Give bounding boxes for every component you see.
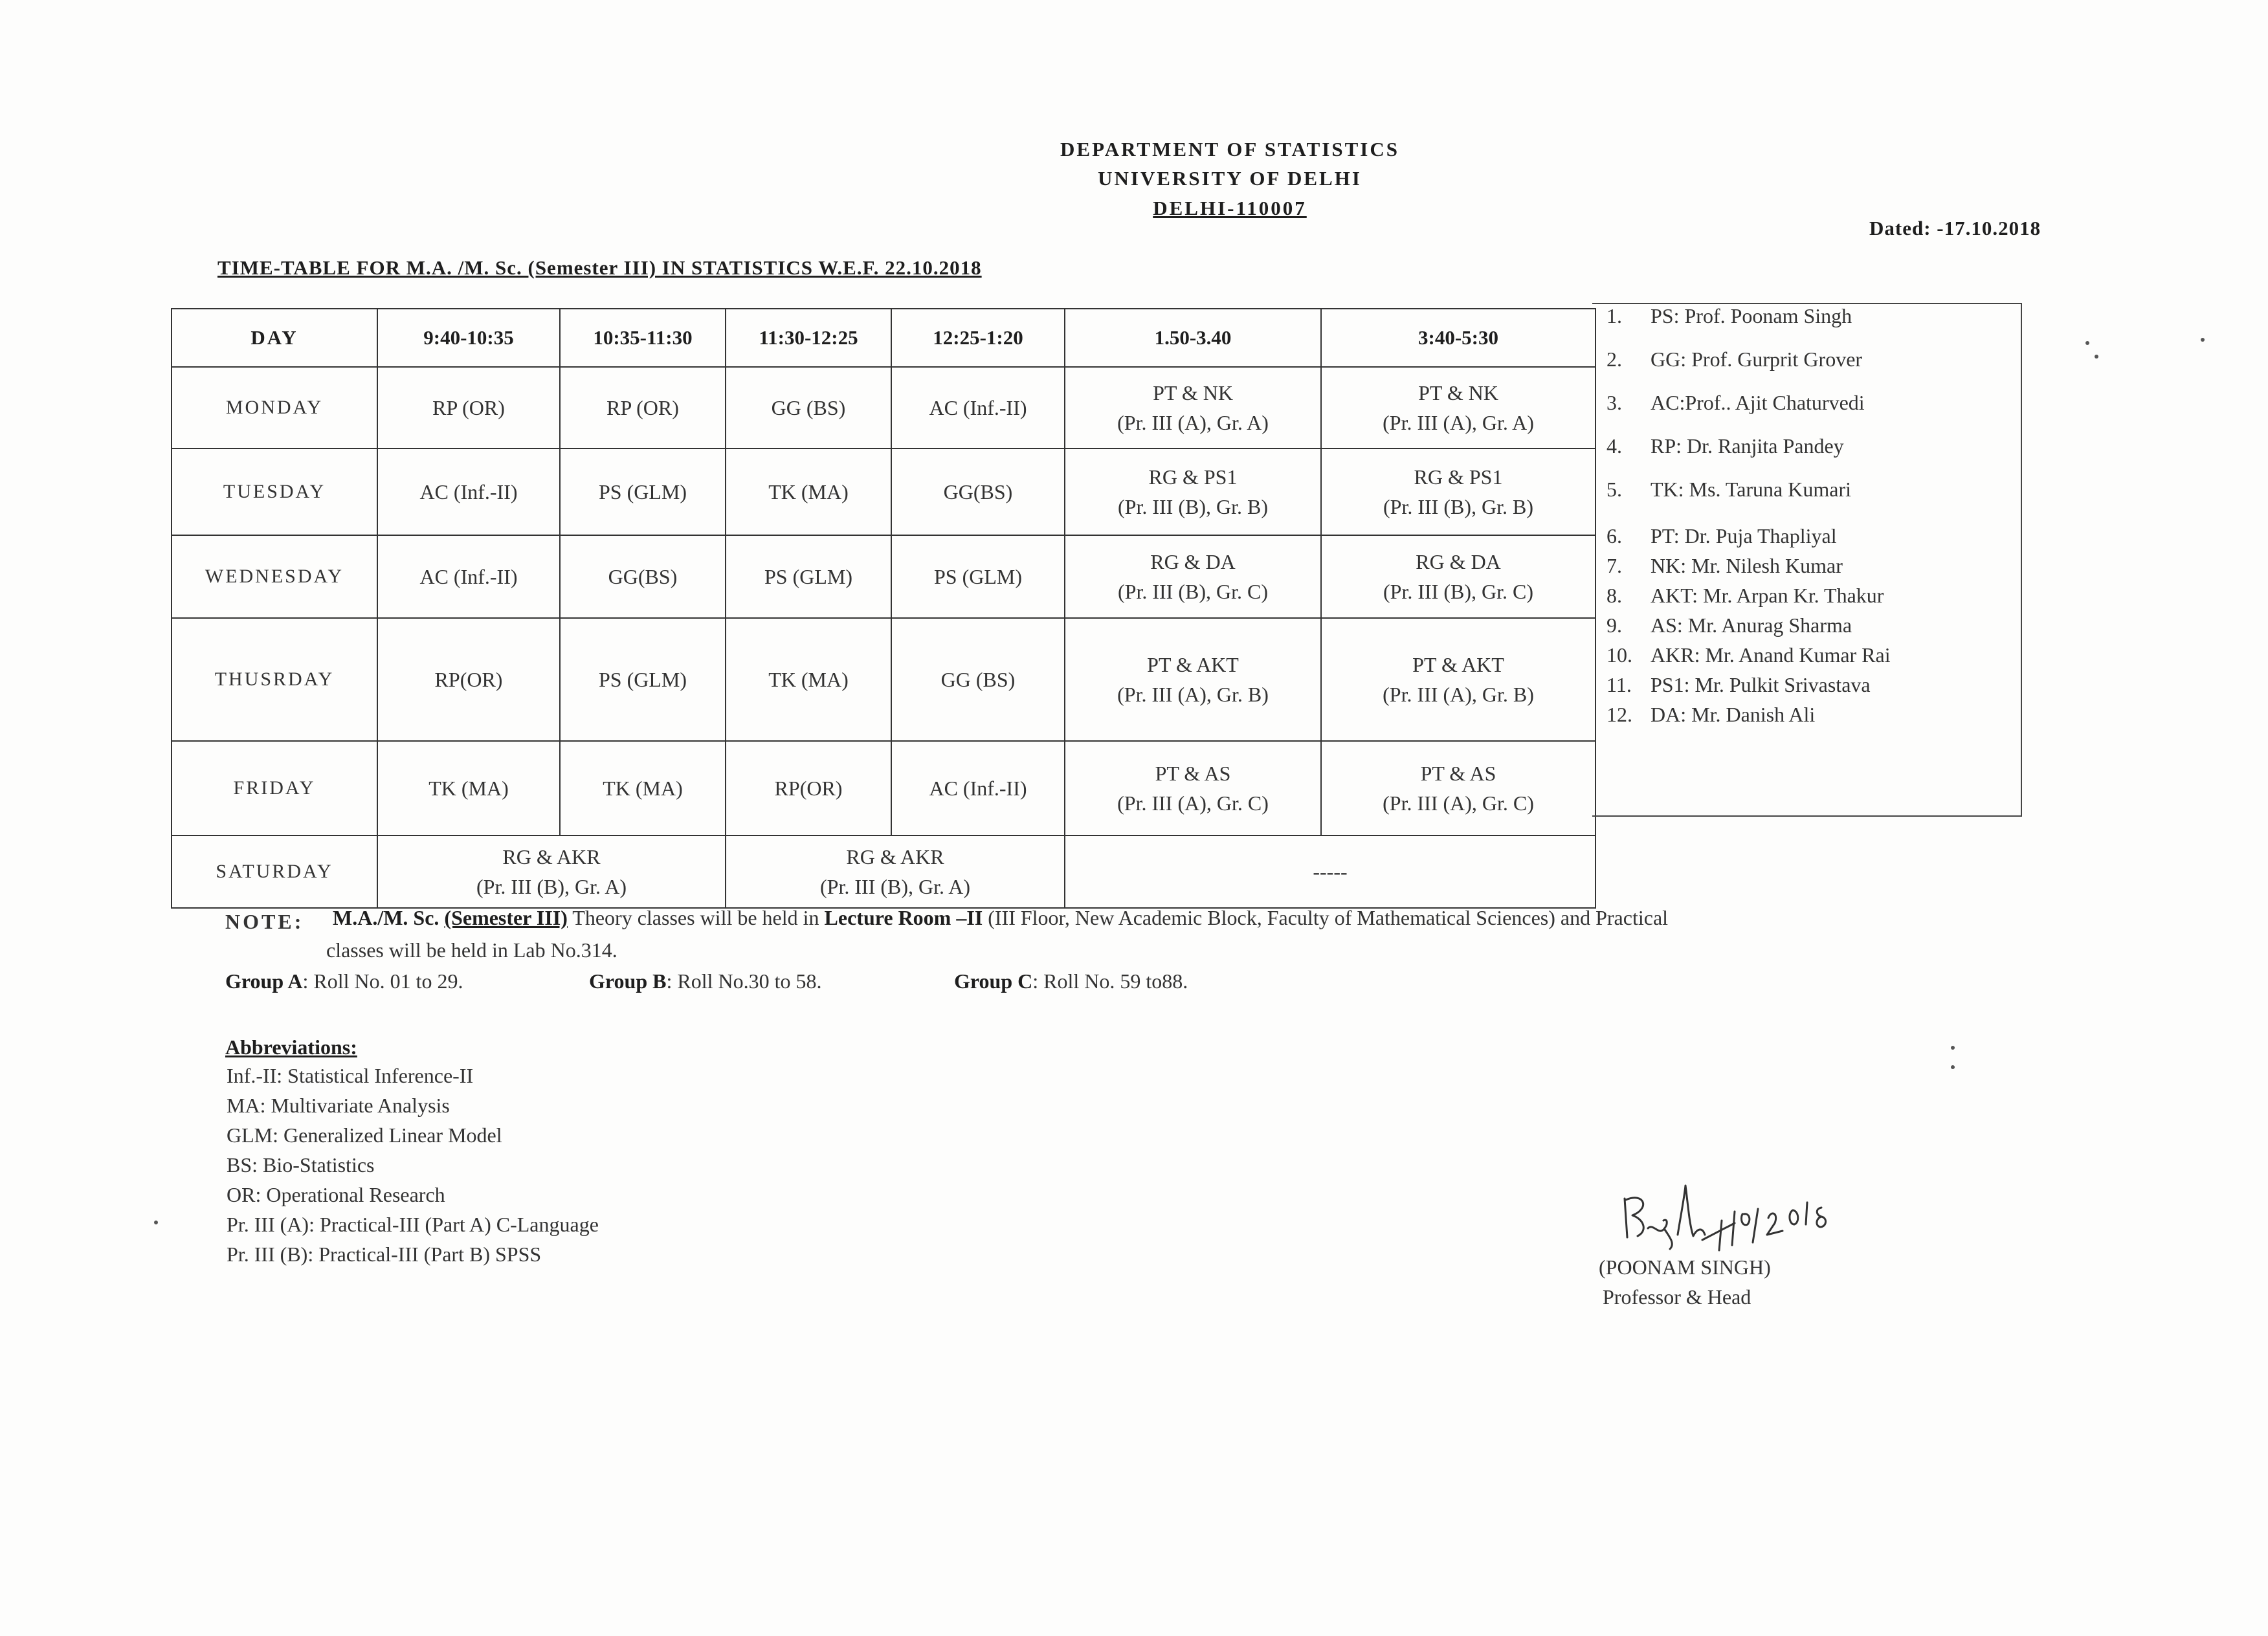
list-item: MA: Multivariate Analysis (227, 1094, 450, 1117)
list-item: 11. PS1: Mr. Pulkit Srivastava (1606, 673, 1871, 696)
university-pin: DELHI-110007 (1153, 197, 1307, 219)
class-cell: GG(BS) (891, 448, 1065, 535)
table-row (172, 618, 1595, 741)
class-cell: TK (MA) (560, 741, 726, 835)
class-cell: AC (Inf.-II) (891, 741, 1065, 835)
class-cell: RP (OR) (377, 367, 560, 448)
practical-teachers: RG & AKR (502, 845, 601, 868)
list-item: 5. TK: Ms. Taruna Kumari (1606, 478, 1851, 501)
practical-group: (Pr. III (B), Gr. C) (1118, 580, 1268, 603)
slot-header: 12:25-1:20 (891, 309, 1065, 367)
list-item: Pr. III (B): Practical-III (Part B) SPSS (227, 1243, 542, 1266)
scan-speck (1951, 1046, 1955, 1050)
practical-group: (Pr. III (A), Gr. A) (1383, 411, 1534, 434)
class-cell: PS (GLM) (891, 535, 1065, 618)
department-name: DEPARTMENT OF STATISTICS (1060, 138, 1399, 160)
handwritten-signature (1599, 1173, 1871, 1257)
list-item: 7. NK: Mr. Nilesh Kumar (1606, 554, 1843, 577)
practical-cell (1065, 535, 1321, 618)
class-cell: GG(BS) (560, 535, 726, 618)
practical-cell (1321, 618, 1595, 741)
practical-group: (Pr. III (B), Gr. C) (1383, 580, 1533, 603)
list-item: 1. PS: Prof. Poonam Singh (1606, 304, 1852, 327)
practical-cell (1321, 367, 1595, 448)
practical-cell (1065, 618, 1321, 741)
practical-teachers: RG & PS1 (1414, 465, 1503, 489)
day-cell: SATURDAY (172, 835, 377, 908)
practical-teachers: RG & PS1 (1148, 465, 1238, 489)
slot-header: 10:35-11:30 (560, 309, 726, 367)
list-item: 4. RP: Dr. Ranjita Pandey (1606, 434, 1844, 458)
group-c: Group C: Roll No. 59 to88. (954, 969, 1188, 993)
class-cell: PS (GLM) (560, 618, 726, 741)
scan-speck (2085, 341, 2089, 345)
list-item: 3. AC:Prof.. Ajit Chaturvedi (1606, 391, 1865, 414)
day-cell: THUSRDAY (172, 618, 377, 741)
table-row (172, 835, 1595, 908)
class-cell: TK (MA) (726, 448, 891, 535)
class-cell: RP(OR) (726, 741, 891, 835)
scan-speck (154, 1221, 158, 1224)
list-item: 2. GG: Prof. Gurprit Grover (1606, 348, 1863, 371)
list-item: 6. PT: Dr. Puja Thapliyal (1606, 524, 1837, 547)
slot-header: 1.50-3.40 (1065, 309, 1321, 367)
class-cell: PS (GLM) (726, 535, 891, 618)
university-name: UNIVERSITY OF DELHI (1098, 167, 1362, 190)
class-cell: GG (BS) (891, 618, 1065, 741)
timetable-title: TIME-TABLE FOR M.A. /M. Sc. (Semester III) IN STATISTICS W.E.F. 22.10.2018 (217, 256, 982, 279)
list-item: 8. AKT: Mr. Arpan Kr. Thakur (1606, 584, 1884, 607)
practical-teachers: RG & DA (1416, 549, 1501, 573)
note-label: NOTE: (225, 910, 304, 933)
practical-cell (726, 835, 1065, 908)
practical-group: (Pr. III (A), Gr. C) (1117, 791, 1269, 815)
table-row (172, 367, 1595, 448)
group-b: Group B: Roll No.30 to 58. (589, 969, 822, 993)
practical-group: (Pr. III (A), Gr. C) (1383, 791, 1534, 815)
practical-group: (Pr. III (B), Gr. B) (1118, 495, 1268, 518)
signatory-name: (POONAM SINGH) (1599, 1255, 1771, 1279)
practical-cell (1321, 535, 1595, 618)
practical-teachers: PT & AS (1420, 761, 1496, 785)
class-cell: RP(OR) (377, 618, 560, 741)
scan-speck (2201, 338, 2205, 342)
practical-cell (377, 835, 726, 908)
class-cell: AC (Inf.-II) (891, 367, 1065, 448)
list-item: Pr. III (A): Practical-III (Part A) C-Language (227, 1213, 599, 1236)
signatory-title: Professor & Head (1603, 1285, 1751, 1309)
class-cell: RP (OR) (560, 367, 726, 448)
practical-group: (Pr. III (B), Gr. B) (1383, 495, 1533, 518)
slot-header: 11:30-12:25 (726, 309, 891, 367)
group-a: Group A: Roll No. 01 to 29. (225, 969, 463, 993)
scan-speck (1951, 1065, 1955, 1069)
table-row (172, 448, 1595, 535)
table-row (172, 535, 1595, 618)
table-row (172, 741, 1595, 835)
practical-teachers: RG & DA (1150, 549, 1236, 573)
practical-cell (1065, 448, 1321, 535)
empty-cell: ----- (1065, 835, 1595, 908)
practical-teachers: RG & AKR (846, 845, 944, 868)
practical-teachers: PT & NK (1418, 381, 1498, 404)
practical-cell (1065, 367, 1321, 448)
timetable-header-row (172, 309, 1595, 367)
slot-header: 3:40-5:30 (1321, 309, 1595, 367)
practical-cell (1321, 448, 1595, 535)
day-cell: WEDNESDAY (172, 535, 377, 618)
practical-cell (1065, 741, 1321, 835)
timetable (171, 308, 1596, 909)
note-line-2: classes will be held in Lab No.314. (326, 938, 617, 962)
list-item: 9. AS: Mr. Anurag Sharma (1606, 614, 1852, 637)
slot-header: 9:40-10:35 (377, 309, 560, 367)
practical-teachers: PT & AS (1155, 761, 1231, 785)
faculty-panel (1592, 303, 2022, 817)
practical-group: (Pr. III (B), Gr. A) (820, 875, 970, 898)
document-date: Dated: -17.10.2018 (1869, 217, 2041, 239)
note-line-1: M.A./M. Sc. (Semester III) Theory classes will be held in Lecture Room –II (III Floor, New Academic Block, Faculty of Mathematical Sciences) and Practical (333, 906, 1669, 929)
list-item: 10. AKR: Mr. Anand Kumar Rai (1606, 643, 1891, 667)
list-item: BS: Bio-Statistics (227, 1153, 375, 1177)
day-cell: MONDAY (172, 367, 377, 448)
class-cell: GG (BS) (726, 367, 891, 448)
day-header: DAY (172, 309, 377, 367)
practical-teachers: PT & NK (1153, 381, 1233, 404)
class-cell: PS (GLM) (560, 448, 726, 535)
practical-group: (Pr. III (A), Gr. B) (1383, 683, 1534, 706)
practical-teachers: PT & AKT (1147, 652, 1239, 676)
class-cell: AC (Inf.-II) (377, 448, 560, 535)
practical-teachers: PT & AKT (1412, 652, 1504, 676)
class-cell: TK (MA) (726, 618, 891, 741)
list-item: GLM: Generalized Linear Model (227, 1123, 502, 1147)
scan-speck (2095, 355, 2098, 359)
class-cell: TK (MA) (377, 741, 560, 835)
abbreviations-title: Abbreviations: (225, 1035, 357, 1059)
list-item: 12. DA: Mr. Danish Ali (1606, 703, 1816, 726)
day-cell: FRIDAY (172, 741, 377, 835)
practical-group: (Pr. III (A), Gr. A) (1117, 411, 1269, 434)
practical-group: (Pr. III (A), Gr. B) (1117, 683, 1269, 706)
list-item: Inf.-II: Statistical Inference-II (227, 1064, 474, 1087)
day-cell: TUESDAY (172, 448, 377, 535)
practical-group: (Pr. III (B), Gr. A) (476, 875, 627, 898)
practical-cell (1321, 741, 1595, 835)
class-cell: AC (Inf.-II) (377, 535, 560, 618)
list-item: OR: Operational Research (227, 1183, 445, 1206)
